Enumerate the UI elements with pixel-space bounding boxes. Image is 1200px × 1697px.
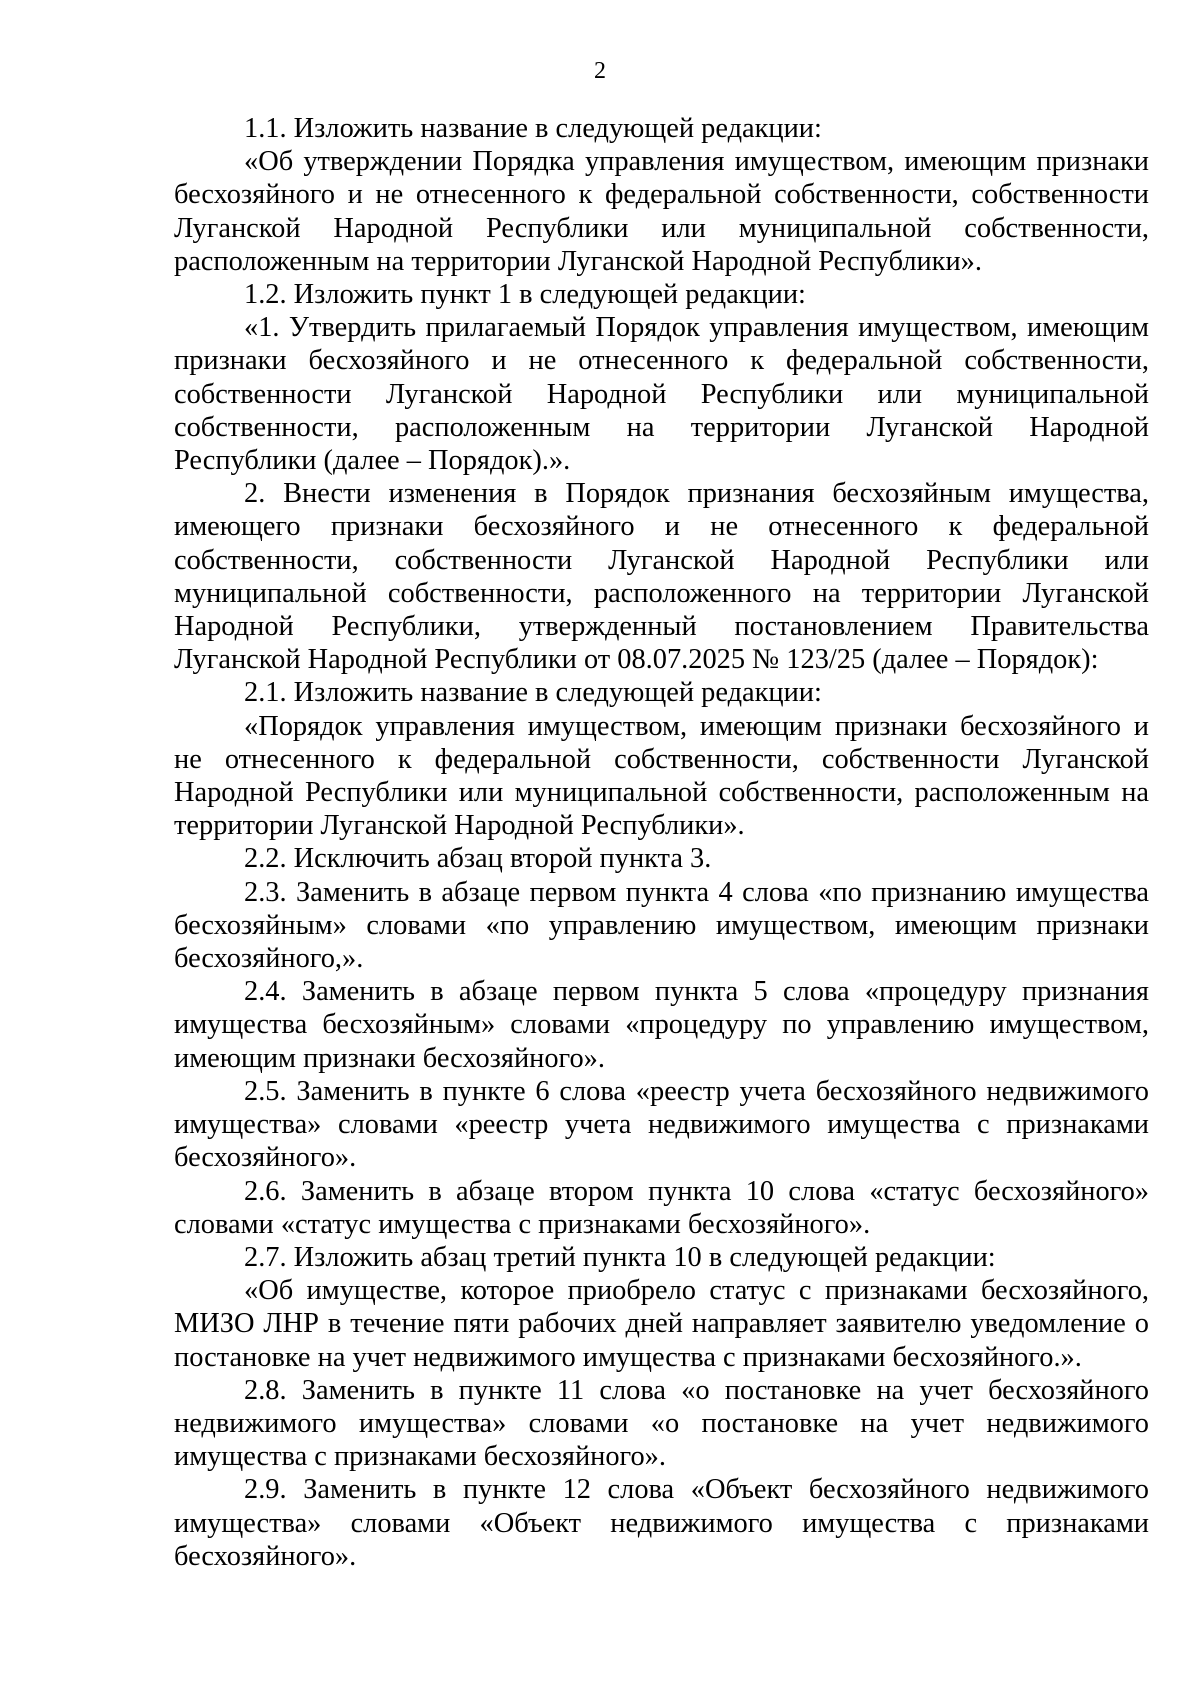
paragraph-1-1-text: «Об утверждении Порядка управления имуществом, имеющим признаки бесхозяйного и не отнесенного к федеральной собственности, собственности Луганской Народной Республики или муниципальной собственности, расположенным на территории Луганской Народной Республики». xyxy=(174,146,1149,277)
paragraph-2-1-text: «Порядок управления имуществом, имеющим признаки бесхозяйного и не отнесенного к федеральной собственности, собственности Луганской Народной Республики или муниципальной собственности, расположенным на территории Луганской Народной Республики». xyxy=(174,710,1149,842)
paragraph-2-1: 2.1. Изложить название в следующей редакции: xyxy=(244,677,822,709)
paragraph-2-8: 2.8. Заменить в пункте 11 слова «о постановке на учет бесхозяйного недвижимого имущества» словами «о постановке на учет недвижимого имущества с признаками бесхозяйного». xyxy=(174,1374,1149,1473)
paragraph-2-6: 2.6. Заменить в абзаце втором пункта 10 слова «статус бесхозяйного» словами «статус имущества с признаками бесхозяйного». xyxy=(174,1175,1149,1240)
paragraph-2-7: 2.7. Изложить абзац третий пункта 10 в следующей редакции: xyxy=(244,1241,996,1273)
paragraph-1-1: 1.1. Изложить название в следующей редакции: xyxy=(244,113,822,144)
paragraph-2-7-text: «Об имуществе, которое приобрело статус с признаками бесхозяйного, МИЗО ЛНР в течение пяти рабочих дней направляет заявителю уведомление о постановке на учет недвижимого имущества с признаками бесхозяйного.». xyxy=(174,1275,1149,1373)
paragraph-2-2: 2.2. Исключить абзац второй пункта 3. xyxy=(244,843,712,875)
paragraph-2-3: 2.3. Заменить в абзаце первом пункта 4 слова «по признанию имущества бесхозяйным» словами «по управлению имуществом, имеющим признаки бесхозяйного,». xyxy=(174,876,1149,975)
paragraph-2-5: 2.5. Заменить в пункте 6 слова «реестр учета бесхозяйного недвижимого имущества» словами «реестр учета недвижимого имущества с признаками бесхозяйного». xyxy=(174,1075,1149,1174)
document-body xyxy=(174,112,1149,1573)
paragraph-2-9: 2.9. Заменить в пункте 12 слова «Объект бесхозяйного недвижимого имущества» словами «Объект недвижимого имущества с признаками бесхозяйного». xyxy=(174,1474,1149,1572)
paragraph-2: 2. Внести изменения в Порядок признания бесхозяйным имущества, имеющего признаки бесхозяйного и не отнесенного к федеральной собственности, собственности Луганской Народной Республики или муниципальной собственности, расположенного на территории Луганской Народной Республики, утвержденный постановлением Правительства Луганской Народной Республики от 08.07.2025 № 123/25 (далее – Порядок): xyxy=(174,478,1149,676)
paragraph-2-4: 2.4. Заменить в абзаце первом пункта 5 слова «процедуру признания имущества бесхозяйным» словами «процедуру по управлению имуществом, имеющим признаки бесхозяйного». xyxy=(174,976,1149,1074)
page-number: 2 xyxy=(594,58,606,84)
paragraph-1-2: 1.2. Изложить пункт 1 в следующей редакции: xyxy=(244,279,806,311)
paragraph-1-2-text: «1. Утвердить прилагаемый Порядок управления имуществом, имеющим признаки бесхозяйного и не отнесенного к федеральной собственности, собственности Луганской Народной Республики или муниципальной собственности, расположенным на территории Луганской Народной Республики (далее – Порядок).». xyxy=(174,312,1149,477)
